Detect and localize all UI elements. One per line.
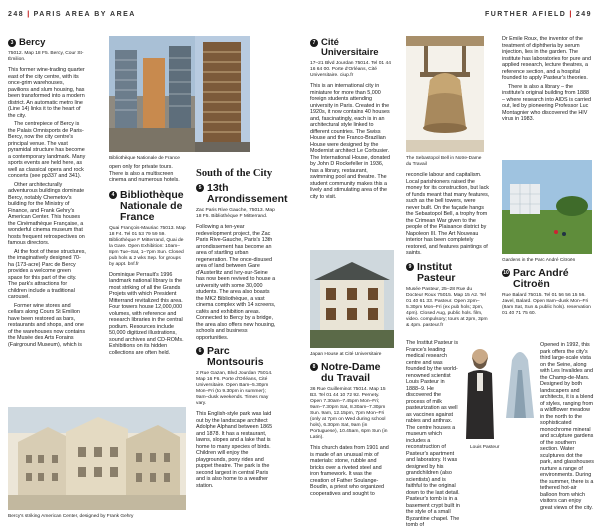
entry-number: 4 (109, 191, 117, 199)
japan-house-caption: Japan House at Cité Universitaire (310, 352, 382, 357)
bercy-heading: 3 Bercy (8, 38, 86, 48)
pasteur-continuation-column (502, 36, 592, 125)
notre-dame-paragraph: This church dates from 1901 and is made of an unusual mix of materials: stone, rubble and bricks over a riveted steel and iron framework. It was the creation of Father Soulange-Boudin, a priest who organized cooperatives and sought to (310, 445, 389, 497)
citroen-info: Rue Balard 75015. Tel 01 56 56 15 56. Javel, Balard. Open 8am–dusk Mon–Fri (8am Sat, Sun & public hols). reservation 01 40 71 75 60. (502, 293, 591, 316)
arr13-paragraph: Following a ten-year redevelopment project, the Zac Paris Rive-Gauche, Paris's 13th arrondissement has become an area of startling urban regeneration. The once-disused area of land between Gare d'Austerlitz and Ivry-sur-Seine has now been revived to house a university with some 30,000 students. The area also boasts the MK2 Bibliothèque, a vast cinema complex with 14 screens, cafés and exhibition areas. Connected to Bercy by a bridge, the area also offers new housing, schools and business opportunities. (196, 224, 276, 341)
entry-number: 6 (196, 347, 204, 355)
montsouris-info: 2 Rue Gazan, Blvd Jourdan 75014. Map 16 F6. Porte d'Orléans, Cité Universitaire. Open Bam–5.30pm Mon–Fri (to 9.30pm in summer); 9am–dusk weekends. Times may vary. (196, 371, 273, 406)
bibliotheque-entry (109, 164, 187, 358)
american-center-photo (8, 407, 186, 510)
left-section-title: PARIS AREA BY AREA (33, 11, 136, 18)
citroen-heading: 10 Parc André Citroën (503, 267, 569, 290)
entry-number: 8 (310, 363, 318, 371)
entry-number: 7 (310, 39, 318, 47)
pasteur-caption: Louis Pasteur (470, 445, 500, 450)
citroen-paragraph: Opened in 1992, this park offers the city's third large-scale vista on the Seine, along with Les Invalides and the Champ-de-Mars. Designed by both landscapers and architects, it is a blend of styles, ranging from a wildflower meadow in the north to the sophisticated monochrome mineral and sculpture gardens of the southern section. Water sculptures dot the park, and glasshouses nurture a range of environments. During the summer, there is a tethered hot-air balloon from which visitors can enjoy great views of the city. (540, 342, 594, 511)
bibliotheque-photo (109, 36, 195, 152)
japan-house-photo (310, 250, 394, 348)
american-center-caption: Bercy's striking American Center, designed by Frank Gehry (8, 514, 134, 519)
entry-number: 3 (8, 39, 16, 47)
arr13-info: Zac Paris Rive Gauche, 75013. Map 18 F5. Bibliothèque F Mitterrand. (196, 208, 275, 219)
right-section-title: FURTHER AFIELD (484, 11, 567, 18)
sebastopol-bell-photo (406, 36, 484, 152)
notre-dame-info: 36 Rue Guilleminot 75014. Map 15 B3. Tel 01 44 10 72 92. Pernety. Open 7.30am–7.45pm Mon–Fri; 9am–7.30pm Sat, 8.30am–7.30pm Sun. 9am, 12.15pm, 7pm Mon–Fri (only at 7pm on Wed during school hols), 6.30pm Sat, 9am (in Portuguese), 10.45am, 6pm Sun (in Latin). (310, 387, 388, 440)
cite-entry (310, 36, 392, 202)
montsouris-heading: 6 Parc Montsouris (196, 346, 276, 368)
parc-citroen-caption: Gardens in the Parc André Citroën (502, 258, 576, 263)
entry-number: 10 (503, 270, 509, 276)
citroen-entry (502, 266, 594, 321)
pasteur-text (406, 340, 460, 531)
bercy-paragraph: Former wine stores and cellars along Cours St Emilion have been restored as bars, restaurants and shops, and one of the warehouses now contains the Musée des Arts Forains (Fairground Museum), which is (8, 302, 86, 348)
bercy-continuation: open only for private tours. There is also a multiscreen cinema and numerous hotels. (109, 164, 180, 183)
page-header (0, 0, 600, 24)
left-page-number: 248 (8, 11, 25, 18)
notre-dame-heading: 8 Notre-Dame du Travail (310, 362, 392, 384)
south-of-city-heading: South of the City (196, 168, 273, 179)
notre-dame-entry (310, 360, 392, 499)
bercy-paragraph: This former wine-trading quarter east of the city centre, with its once-grim warehouses, pavilions and slum housing, has been transformed into a modern district. An automatic metro line (Line 14) links it to the heart of the city. (8, 67, 85, 119)
parc-citroen-photo (502, 160, 592, 254)
arr13-heading: 5 13th Arrondissement (196, 183, 276, 205)
montsouris-paragraph: This English-style park was laid out by the landscape architect Adolphe Alphand between 1865 and 1878. It has a restaurant, lawns, slopes and a lake that is home to many species of birds. Children will enjoy the playgrounds, pony rides and puppet theatre. The park is the second largest in central Paris and is also home to a weather station. (196, 411, 273, 489)
louis-pasteur-portrait (462, 343, 498, 441)
pasteur-column (406, 172, 490, 333)
cite-info: 17–21 Blvd Jourdan 75014. Tel 01 44 16 64 00. Porte d'Orléans, Cité Universitaire. ciup.fr (310, 61, 391, 78)
bercy-paragraph: At the foot of these structures, the imaginatively designed 70-ha (173-acre) Parc de Bercy provides a welcome green space for this part of the city. The park's attractions for children include a traditional carousel. (8, 248, 86, 300)
bnf-paragraph: Dominique Perrault's 1996 landmark national library is the most striking of all the Grands Projets with which President Mitterrand revitalized this area. Four towers house 12,000,000 volumes, with reference and research libraries in the central podium. Resources include 50,000 digitized illustrations, sound archives and CD-ROMs. Exhibitions on its hidden collections are often held. (109, 271, 184, 356)
bnf-heading: 4 Bibliothèque Nationale de France (109, 190, 187, 223)
bibliotheque-tower-photo (195, 36, 250, 152)
left-running-head: 248 | PARIS AREA BY AREA (8, 11, 136, 18)
south-city-column (196, 164, 288, 491)
bnf-info: Quai François-Mauriac 75013. Map 18 F4. Tel 01 53 79 59 59. Bibliothèque F Mitterrand, Quai de la Gare. Open Exhibition: 10am–8pm Tue–Sat, 1–7pm Sun. Closed pub hols & 2 wks Sep. for groups by appt. bnf.fr (109, 225, 186, 267)
sebastopol-caption: The Sebastopol Bell in Notre-Dame du Travail (406, 156, 482, 167)
pasteur-paragraph: The Institut Pasteur is France's leading medical research centre and was founded by the world-renowned scientist Louis Pasteur in 1888–9. He discovered the process of milk pasteurization as well as vaccines against rabies and anthrax. The centre houses a museum which includes a reconstruction of Pasteur's apartment and laboratory. It was designed by his grandchildren (also scientists) and is faithful to the original down to the last detail. Pasteur's tomb is in a basement crypt built in the style of a small Byzantine chapel. The tomb of (406, 340, 460, 528)
bercy-info: 75012. Map 18 F5. Bercy, Cour St-Émilion. (8, 51, 84, 62)
cite-heading: 7 Cité Universitaire (310, 38, 392, 58)
bercy-entry (8, 36, 86, 350)
bercy-paragraph: Other architecturally adventurous buildings dominate Bercy, notably Chemetov's building for the Ministry of Finance, and Frank Gehry's American Center. This houses the Cinémathèque Française, a wonderful cinema museum that hosts frequent retrospectives on famous directors. (8, 181, 85, 246)
entry-number: 5 (196, 184, 204, 192)
pasteur-continuation: Dr Emile Roux, the inventor of the treatment of diphtheria by serum injection, lies in the garden. The institute has laboratories for pure and applied research, lecture theatres, a reference section, and a hospital founded to apply Pasteur's theories. (502, 36, 591, 81)
pasteur-heading: 9 Institut Pasteur (406, 262, 490, 284)
citroen-sculpture-photo (502, 340, 538, 420)
notre-dame-continuation: reconcile labour and capitalism. Local parishioners raised the money for its construction, but lack of funds meant that many features, such as the bell towers, were never built. On the façade hangs the Sebastopol Bell, a trophy from the Crimean War given to the people of the Plaisance district by Napoleon III. The Art Nouveau interior has been completely restored, and features paintings of saints. (406, 172, 490, 256)
right-running-head: FURTHER AFIELD | 249 (484, 11, 592, 18)
cite-paragraph: This is an international city in miniature for more than 5,000 foreign students attending university in Paris. Created in the 1920s, it now contains 40 houses and, fascinatingly, each is in an architectural style linked to different countries. The Swiss House and the Franco-Brazilian House were designed by the Modernist architect Le Corbusier. The International House, donated by John D Rockefeller in 1936, has a library, restaurant, swimming pool and theatre. The student community makes this a lively and stimulating area of the city to visit. (310, 83, 391, 200)
pasteur-info: Musée Pasteur, 25–28 Rue du Docteur Roux 75015. Map 15 A2. Tel 01 40 61 33. Pasteur. Open 2pm–5.30pm Mon–Fri (ex pub hols; 2pm, 4pm). Closed Aug, public hols. film, video. compulsory; tours at 2pm, 3pm & 4pm. pasteur.fr (406, 286, 488, 328)
right-page-number: 249 (575, 11, 592, 18)
entry-number: 9 (406, 263, 414, 271)
pasteur-continuation-2: There is also a library – the institute's original building from 1888 – where research into AIDS is carried out, led by pioneering Professor Luc Montagnier who discovered the HIV virus in 1983. (502, 83, 591, 122)
citroen-text (540, 342, 594, 513)
bercy-paragraph: The centrepiece of Bercy is the Palais Omnisports de Paris-Bercy, now the city centre's principal venue. The vast pyramidal structure has become a contemporary landmark. Many sports events are held here, as well as classical opera and rock concerts (see pp337 and 341). (8, 121, 86, 179)
bibliotheque-caption: Bibliothèque Nationale de France (109, 156, 180, 161)
